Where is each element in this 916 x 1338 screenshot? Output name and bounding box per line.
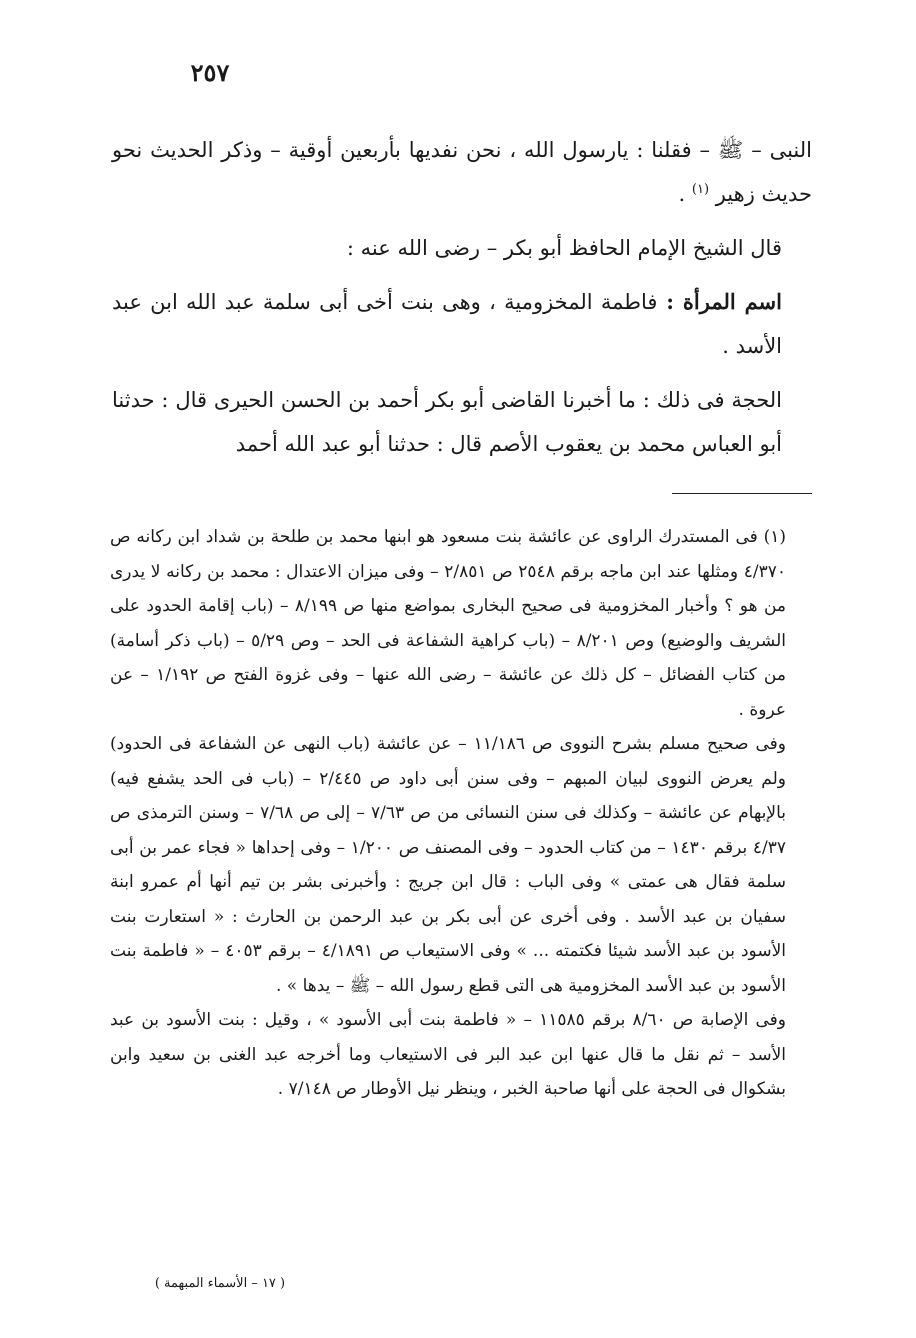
footnote-1: (١) فى المستدرك الراوى عن عائشة بنت مسعود هو ابنها محمد بن طلحة بن شداد ابن ركانه ص ٤/٣٧٠ ومثلها عند ابن ماجه برقم ٢٥٤٨ ص ٢/٨٥١ – وفى ميزان الاعتدال : محمد بن ركانه لا يدرى من هو ؟ وأخبار المخزومية فى صحيح البخارى بمواضع منها ص ٨/١٩٩ – (باب إقامة الحدود على الشريف والوضيع) وص ٨/٢٠١ – (باب كراهية الشفاعة فى الحد – وص ٥/٢٩ – (باب ذكر أسامة) من كتاب الفضائل – كل ذلك عن عائشة – رضى الله عنها – وفى غزوة الفتح ص ١/١٩٢ – عن عروة . — [110, 527, 786, 720]
main-paragraph-3-text: فاطمة المخزومية ، وهى بنت أخى أبى سلمة عبد الله ابن عبد الأسد . — [112, 290, 782, 358]
main-paragraph-4: الحجة فى ذلك : ما أخبرنا القاضى أبو بكر أحمد بن الحسن الحيرى قال : حدثنا أبو العباس محمد بن يعقوب الأصم قال : حدثنا أبو عبد الله أحمد — [112, 388, 782, 456]
printer-signature: ( ١٧ – الأسماء المبهمة ) — [154, 1276, 286, 1291]
main-paragraph-3 — [112, 280, 812, 368]
main-paragraph-1-text: النبى – ﷺ – فقلنا : يارسول الله ، نحن نفديها بأربعين أوقية – وذكر الحديث نحو حديث زهير — [112, 138, 812, 206]
footnote-3: وفى الإصابة ص ٨/٦٠ برقم ١١٥٨٥ – « فاطمة بنت أبى الأسود » ، وقيل : بنت الأسود بن عبد الأسد – ثم نقل ما قال عنها ابن عبد البر فى الاستيعاب وما أخرجه عبد الغنى بن سعيد وابن بشكوال فى الحجة على أنها صاحبة الخبر ، وينظر نيل الأوطار ص ٧/١٤٨ . — [110, 1010, 786, 1099]
main-paragraph-3-lead: اسم المرأة : — [657, 289, 782, 314]
main-paragraph-1-end: . — [678, 182, 692, 206]
footnote-divider — [672, 493, 812, 494]
footnotes-block — [110, 520, 812, 1107]
footnote-reference[interactable]: (١) — [691, 182, 710, 197]
main-text — [112, 128, 812, 466]
page-number: ٢٥٧ — [190, 58, 230, 87]
main-paragraph-1 — [112, 128, 812, 216]
main-paragraph-2: قال الشيخ الإمام الحافظ أبو بكر – رضى الله عنه : — [346, 236, 782, 260]
footnote-2: وفى صحيح مسلم بشرح النووى ص ١١/١٨٦ – عن عائشة (باب النهى عن الشفاعة فى الحدود) ولم يعرض النووى لبيان المبهم – وفى سنن أبى داود ص ٢/٤٤٥ – (باب فى الحد يشفع فيه) بالإبهام عن عائشة – وكذلك فى سنن النسائى من ص ٧/٦٣ – إلى ص ٧/٦٨ – وسنن الترمذى ص ٤/٣٧ برقم ١٤٣٠ – من كتاب الحدود – وفى المصنف ص ١/٢٠٠ – وفى إحداها « فجاء عمر بن أبى سلمة فقال هى عمتى » وفى الباب : قال ابن جريج : وأخبرنى بشر بن تيم أنها أم عمرو ابنة سفيان بن عبد الأسد . وفى أخرى عن أبى بكر بن عبد الرحمن بن الحارث : « استعارت بنت الأسود بن عبد الأسد شيئا فكتمته ... » وفى الاستيعاب ص ٤/١٨٩١ – برقم ٤٠٥٣ – « فاطمة بنت الأسود بن عبد الأسد المخزومية هى التى قطع رسول الله – ﷺ – يدها » . — [110, 734, 786, 996]
